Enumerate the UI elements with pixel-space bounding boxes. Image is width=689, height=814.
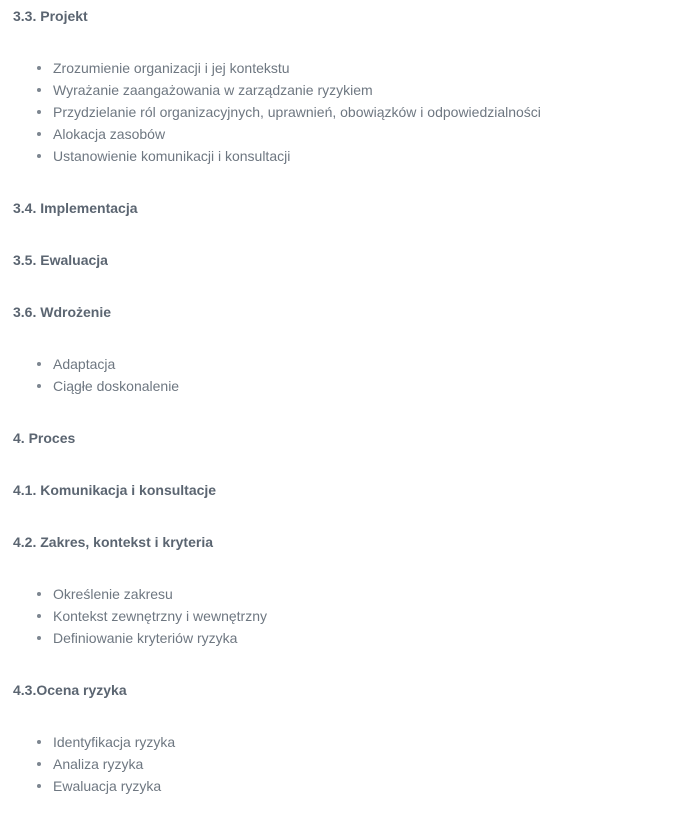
section-list-3-3 xyxy=(0,57,541,167)
bullet-icon xyxy=(37,154,41,158)
list-item xyxy=(0,123,541,145)
section-heading-4-3: 4.3.Ocena ryzyka xyxy=(13,682,127,698)
section-list-4-2 xyxy=(0,583,267,649)
section-list-4-3 xyxy=(0,731,175,797)
list-item-text: Przydzielanie ról organizacyjnych, uprawnień, obowiązków i odpowiedzialności xyxy=(53,104,541,120)
list-item-text: Adaptacja xyxy=(53,356,116,372)
list-item-text: Określenie zakresu xyxy=(53,586,173,602)
list-item-text: Definiowanie kryteriów ryzyka xyxy=(53,630,238,646)
section-heading-3-4: 3.4. Implementacja xyxy=(13,200,138,216)
bullet-icon xyxy=(37,762,41,766)
list-item xyxy=(0,145,541,167)
list-item xyxy=(0,583,267,605)
section-heading-4-1: 4.1. Komunikacja i konsultacje xyxy=(13,482,217,498)
list-item-text: Analiza ryzyka xyxy=(53,756,144,772)
section-heading-3-5: 3.5. Ewaluacja xyxy=(13,252,108,268)
list-item-text: Ciągłe doskonalenie xyxy=(53,378,180,394)
list-item-text: Kontekst zewnętrzny i wewnętrzny xyxy=(53,608,267,624)
list-item xyxy=(0,101,541,123)
list-item-text: Wyrażanie zaangażowania w zarządzanie ryzykiem xyxy=(53,82,373,98)
bullet-icon xyxy=(37,88,41,92)
bullet-icon xyxy=(37,384,41,388)
list-item-text: Alokacja zasobów xyxy=(53,126,166,142)
bullet-icon xyxy=(37,614,41,618)
section-list-3-6 xyxy=(0,353,179,397)
section-heading-4: 4. Proces xyxy=(13,430,76,446)
list-item xyxy=(0,375,179,397)
bullet-icon xyxy=(37,740,41,744)
list-item-text: Ewaluacja ryzyka xyxy=(53,778,162,794)
bullet-icon xyxy=(37,110,41,114)
bullet-icon xyxy=(37,592,41,596)
list-item xyxy=(0,627,267,649)
bullet-icon xyxy=(37,784,41,788)
bullet-icon xyxy=(37,66,41,70)
list-item xyxy=(0,79,541,101)
bullet-icon xyxy=(37,132,41,136)
list-item xyxy=(0,753,175,775)
list-item-text: Zrozumienie organizacji i jej kontekstu xyxy=(53,60,290,76)
list-item xyxy=(0,731,175,753)
list-item xyxy=(0,57,541,79)
section-heading-4-2: 4.2. Zakres, kontekst i kryteria xyxy=(13,534,213,550)
section-heading-3-6: 3.6. Wdrożenie xyxy=(13,304,112,320)
section-heading-3-3: 3.3. Projekt xyxy=(13,8,88,24)
list-item xyxy=(0,775,175,797)
bullet-icon xyxy=(37,362,41,366)
list-item-text: Identyfikacja ryzyka xyxy=(53,734,176,750)
list-item-text: Ustanowienie komunikacji i konsultacji xyxy=(53,148,291,164)
list-item xyxy=(0,605,267,627)
bullet-icon xyxy=(37,636,41,640)
list-item xyxy=(0,353,179,375)
